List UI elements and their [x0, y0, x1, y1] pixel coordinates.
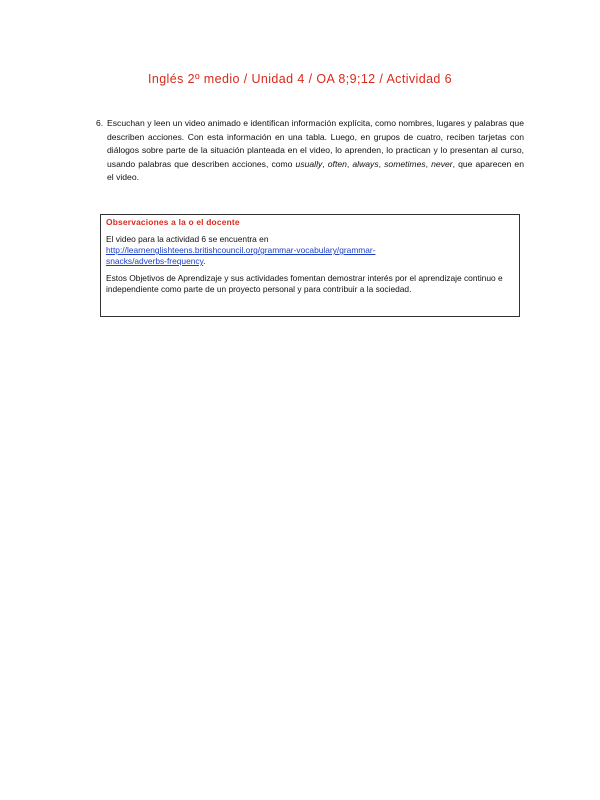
adverb-separator: ,: [378, 158, 385, 169]
teacher-notes-paragraph-video: [106, 234, 514, 267]
video-link[interactable]: [106, 245, 376, 266]
adverb-never: never: [431, 158, 453, 169]
video-location-text: El video para la actividad 6 se encuentra en: [106, 234, 269, 244]
teacher-notes-box: [100, 214, 520, 317]
adverb-often: often: [327, 158, 347, 169]
adverb-separator: ,: [322, 158, 328, 169]
adverb-sometimes: sometimes: [384, 158, 426, 169]
video-link-period: .: [203, 256, 206, 266]
activity-text-before: Escuchan y leen un video animado e identifican información explícita, como nombres, lugares y palabras que describen acciones. Con esta información en una tabla. Luego, en grupos de cuatro, reciben tarjetas con diálogos sobre parte de la situación planteada en el video, lo aprenden, lo practican y lo presentan al curso, usando palabras que describen acciones, como: [107, 118, 524, 169]
teacher-notes-paragraph-objectives: Estos Objetivos de Aprendizaje y sus actividades fomentan demostrar interés por el aprendizaje continuo e independiente como parte de un proyecto personal y para contribuir a la sociedad.: [106, 273, 503, 294]
teacher-notes-title: Observaciones a la o el docente: [106, 217, 240, 227]
page-title: Inglés 2º medio / Unidad 4 / OA 8;9;12 / Actividad 6: [147, 72, 452, 86]
activity-item: [96, 117, 524, 185]
adverb-separator: ,: [346, 158, 353, 169]
video-link-line-1: http://learnenglishteens.britishcouncil.org/grammar-vocabulary/grammar-: [106, 245, 376, 255]
activity-number: 6.: [96, 118, 104, 128]
activity-text: [107, 117, 524, 185]
adverb-always: always: [352, 158, 379, 169]
adverb-usually: usually: [295, 158, 323, 169]
adverb-separator: ,: [425, 158, 432, 169]
video-link-line-2: snacks/adverbs-frequency: [106, 256, 204, 266]
activity-text-after: , que aparecen en el video.: [107, 158, 524, 182]
